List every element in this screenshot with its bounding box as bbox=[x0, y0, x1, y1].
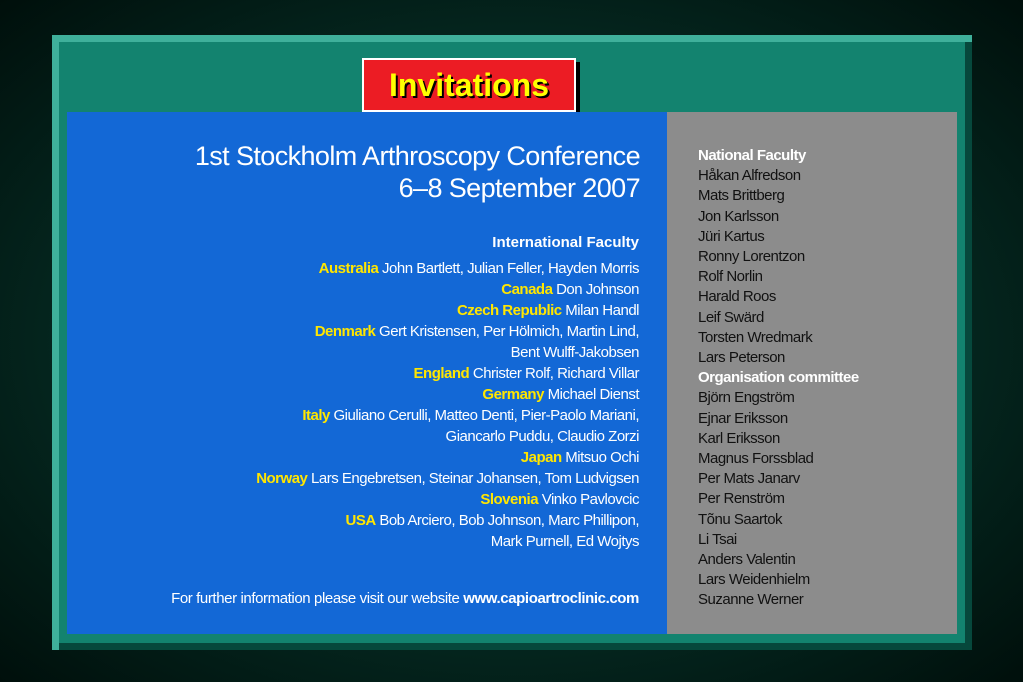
faculty-names: Bob Arciero, Bob Johnson, Marc Phillipon, bbox=[375, 512, 639, 529]
faculty-names: Lars Engebretsen, Steinar Johansen, Tom Ludvigsen bbox=[307, 470, 639, 487]
list-item: Jon Karlsson bbox=[698, 207, 779, 225]
national-faculty-list bbox=[698, 146, 859, 611]
faculty-line bbox=[256, 447, 639, 468]
list-item: Lars Weidenhielm bbox=[698, 571, 810, 589]
list-item: Jüri Kartus bbox=[698, 227, 765, 245]
organisation-committee-heading: Organisation committee bbox=[698, 369, 859, 387]
faculty-line bbox=[256, 510, 639, 531]
faculty-names: Michael Dienst bbox=[543, 386, 639, 403]
faculty-line bbox=[256, 300, 639, 321]
country-label: England bbox=[413, 365, 470, 382]
list-item: Ejnar Eriksson bbox=[698, 409, 788, 427]
faculty-names: Mark Purnell, Ed Wojtys bbox=[490, 533, 639, 550]
faculty-names: Milan Handl bbox=[561, 302, 639, 319]
faculty-names: Don Johnson bbox=[552, 281, 639, 298]
faculty-line bbox=[256, 426, 639, 447]
list-item: Magnus Forssblad bbox=[698, 450, 814, 468]
list-item: Per Renström bbox=[698, 490, 785, 508]
country-label: Australia bbox=[318, 260, 379, 277]
country-label: Canada bbox=[501, 281, 553, 298]
country-label: USA bbox=[345, 512, 376, 529]
country-label: Italy bbox=[302, 407, 330, 424]
faculty-line bbox=[256, 531, 639, 552]
slide-title-box bbox=[362, 58, 576, 112]
conference-title bbox=[195, 140, 640, 204]
country-label: Germany bbox=[482, 386, 544, 403]
country-label: Denmark bbox=[314, 323, 376, 340]
list-item: Harald Roos bbox=[698, 288, 776, 306]
list-item: Tõnu Saartok bbox=[698, 510, 783, 528]
list-item: Li Tsai bbox=[698, 530, 737, 548]
list-item: Mats Brittberg bbox=[698, 187, 785, 205]
list-item: Lars Peterson bbox=[698, 349, 785, 367]
country-label: Norway bbox=[256, 470, 308, 487]
country-label: Japan bbox=[520, 449, 562, 466]
international-faculty-heading: International Faculty bbox=[492, 234, 639, 251]
list-item: Karl Eriksson bbox=[698, 429, 780, 447]
faculty-names: Gert Kristensen, Per Hölmich, Martin Lind, bbox=[375, 323, 639, 340]
country-label: Czech Republic bbox=[456, 302, 562, 319]
conference-title-line1: 1st Stockholm Arthroscopy Conference bbox=[194, 141, 640, 171]
list-item: Anders Valentin bbox=[698, 551, 796, 569]
list-item: Per Mats Janarv bbox=[698, 470, 800, 488]
footer-text: For further information please visit our website bbox=[171, 590, 464, 607]
faculty-names: Giuliano Cerulli, Matteo Denti, Pier-Paolo Mariani, bbox=[329, 407, 639, 424]
faculty-line bbox=[256, 363, 639, 384]
faculty-line bbox=[256, 321, 639, 342]
list-item: Rolf Norlin bbox=[698, 268, 763, 286]
list-item: Leif Swärd bbox=[698, 308, 764, 326]
faculty-line bbox=[256, 258, 639, 279]
list-item: Suzanne Werner bbox=[698, 591, 804, 609]
international-faculty-list bbox=[256, 258, 639, 552]
country-label: Slovenia bbox=[480, 491, 539, 508]
list-item: Håkan Alfredson bbox=[698, 167, 801, 185]
faculty-line bbox=[256, 384, 639, 405]
faculty-names: Mitsuo Ochi bbox=[561, 449, 639, 466]
invitation-poster-main bbox=[67, 112, 667, 634]
national-faculty-heading: National Faculty bbox=[698, 147, 806, 164]
faculty-names: Vinko Pavlovcic bbox=[538, 491, 639, 508]
list-item: Ronny Lorentzon bbox=[698, 248, 805, 266]
faculty-line bbox=[256, 489, 639, 510]
faculty-line bbox=[256, 468, 639, 489]
faculty-names: Giancarlo Puddu, Claudio Zorzi bbox=[445, 428, 639, 445]
list-item: Torsten Wredmark bbox=[698, 328, 813, 346]
faculty-line bbox=[256, 342, 639, 363]
faculty-names: Bent Wulff-Jakobsen bbox=[510, 344, 639, 361]
faculty-line bbox=[256, 279, 639, 300]
faculty-names: Christer Rolf, Richard Villar bbox=[469, 365, 639, 382]
website-text: www.capioartroclinic.com bbox=[463, 590, 639, 607]
invitation-poster-sidebar bbox=[667, 112, 957, 634]
faculty-line bbox=[256, 405, 639, 426]
faculty-names: John Bartlett, Julian Feller, Hayden Morris bbox=[378, 260, 639, 277]
slide-title: Invitations bbox=[388, 66, 549, 103]
conference-dates: 6–8 September 2007 bbox=[398, 173, 640, 203]
list-item: Björn Engström bbox=[698, 389, 795, 407]
footer-info bbox=[171, 590, 639, 607]
